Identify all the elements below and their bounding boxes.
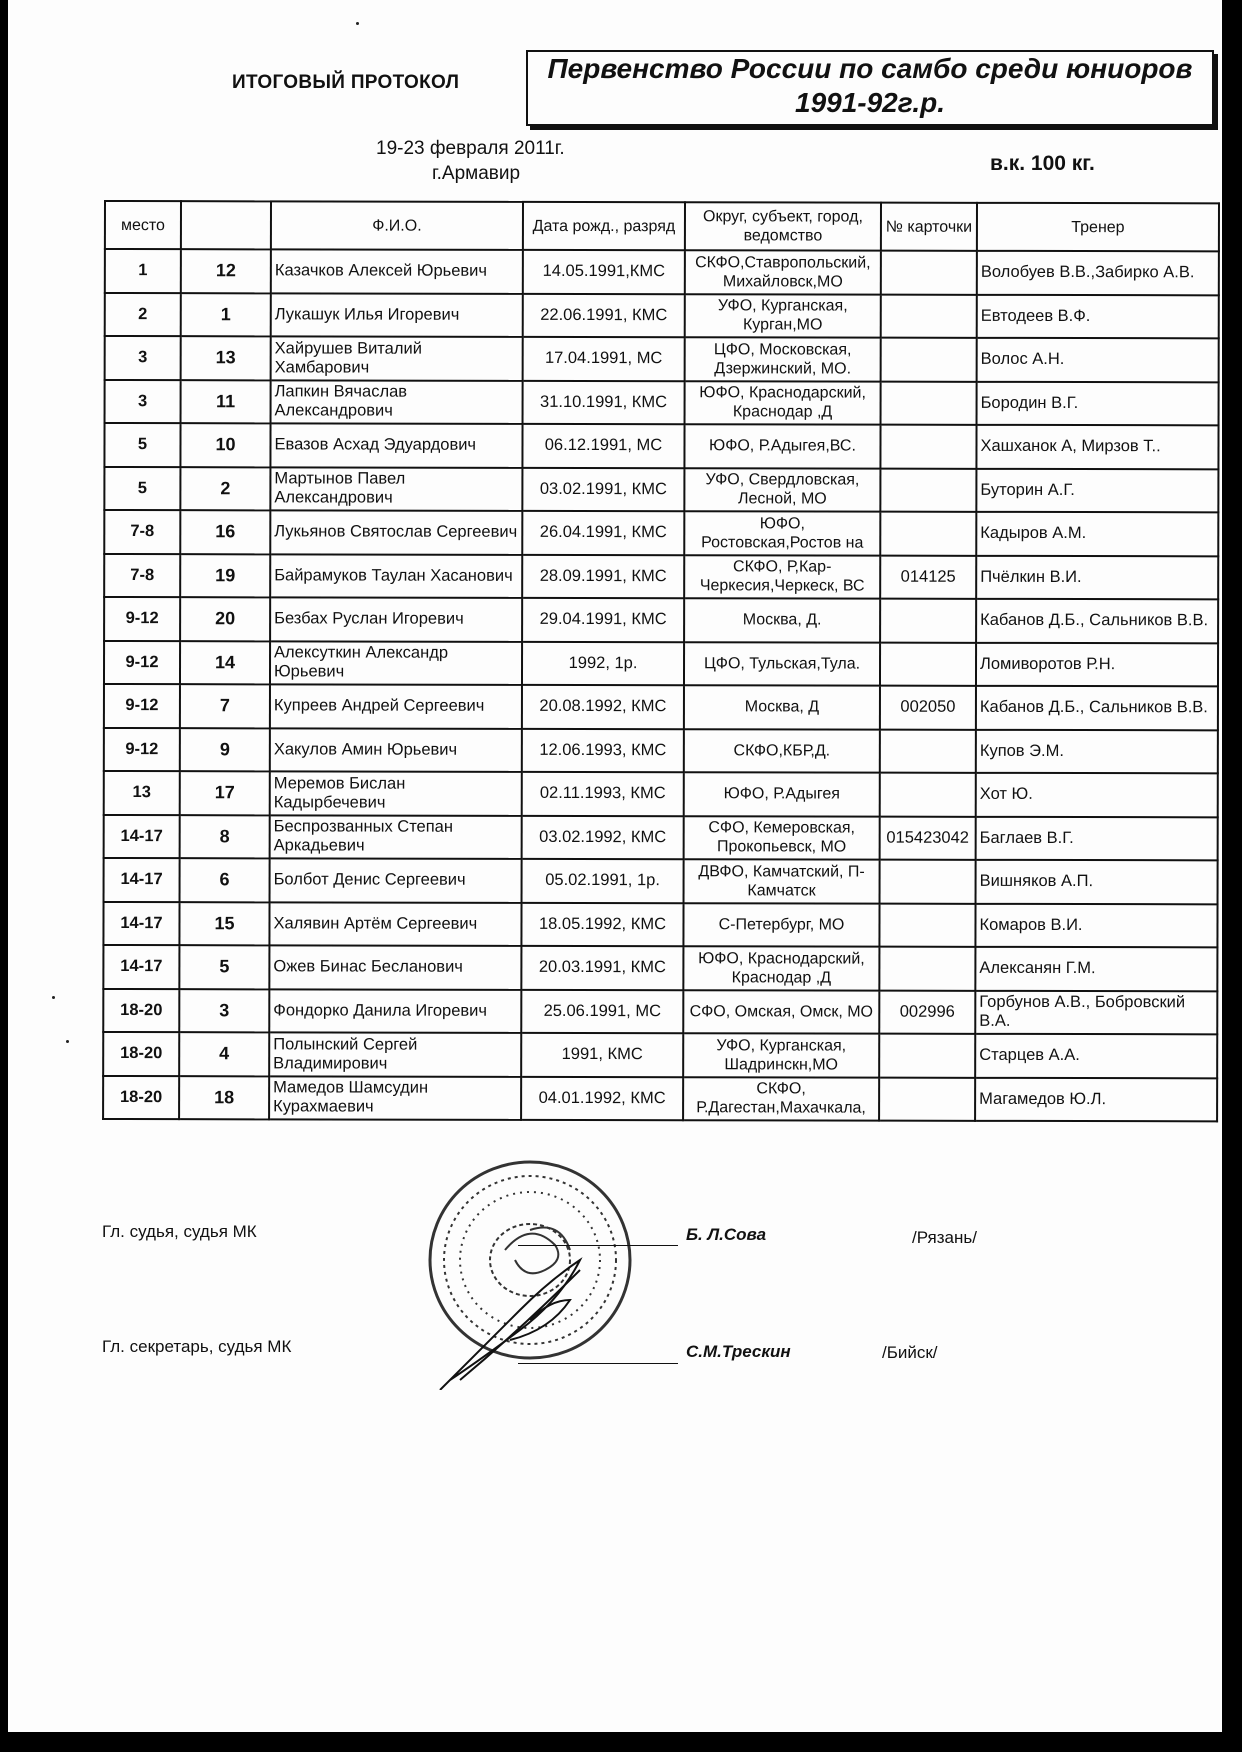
place-cell: 3 [105, 380, 181, 424]
place-cell: 5 [104, 423, 180, 467]
chief-judge-city: /Рязань/ [912, 1228, 977, 1247]
birthdate-rank-cell: 31.10.1991, КМС [523, 380, 685, 424]
coach-cell: Ломиворотов Р.Н. [976, 642, 1218, 686]
athlete-name-cell: Мартынов Павел Александрович [270, 467, 522, 511]
coach-cell: Хашханок А, Мирзов Т.. [976, 425, 1218, 469]
table-row [104, 597, 1218, 643]
chief-secretary-city: /Бийск/ [882, 1343, 938, 1362]
athlete-name-cell: Байрамуков Таулан Хасанович [270, 554, 522, 598]
coach-cell: Буторин А.Г. [976, 468, 1218, 512]
weight-class: в.к. 100 кг. [990, 152, 1095, 175]
place-cell: 9-12 [104, 597, 180, 641]
place-cell: 2 [105, 293, 181, 337]
coach-cell: Хот Ю. [976, 773, 1218, 817]
coach-cell: Горбунов А.В., Бобровский В.А. [975, 990, 1217, 1034]
athlete-name-cell: Лукьянов Святослав Сергеевич [270, 510, 522, 554]
number-cell: 18 [179, 1076, 269, 1120]
coach-cell: Кадыров А.М. [976, 512, 1218, 556]
place-cell: 9-12 [104, 641, 180, 685]
card-number-cell [880, 642, 976, 686]
place-cell: 7-8 [104, 554, 180, 598]
card-number-cell: 015423042 [880, 816, 976, 860]
card-number-cell [879, 1077, 975, 1121]
card-number-cell [880, 599, 976, 643]
athlete-name-cell: Лукашук Илья Игоревич [271, 293, 523, 337]
card-number-cell [881, 381, 977, 425]
table-row [104, 641, 1218, 687]
number-cell: 16 [180, 510, 270, 554]
col-header-birthdate-rank: Дата рожд., разряд [523, 202, 685, 250]
card-number-cell: 002996 [879, 990, 975, 1034]
col-header-place: место [105, 201, 181, 249]
table-row [104, 684, 1218, 730]
event-title: Первенство России по самбо среди юниоров [547, 53, 1193, 84]
coach-cell: Пчёлкин В.И. [976, 555, 1218, 599]
athlete-name-cell: Ожев Бинас Бесланович [269, 945, 521, 989]
coach-cell: Купов Э.М. [976, 729, 1218, 773]
place-cell: 18-20 [103, 1076, 179, 1120]
signature-line [518, 1245, 678, 1246]
card-number-cell [879, 1034, 975, 1078]
protocol-title: ИТОГОВЫЙ ПРОТОКОЛ [232, 72, 460, 93]
place-cell: 7-8 [104, 510, 180, 554]
coach-cell: Баглаев В.Г. [976, 816, 1218, 860]
number-cell: 5 [179, 945, 269, 989]
place-cell: 5 [104, 467, 180, 511]
col-header-card-number: № карточки [881, 203, 977, 251]
coach-cell: Кабанов Д.Б., Сальников В.В. [976, 599, 1218, 643]
region-cell: СКФО,КБР,Д. [684, 729, 880, 773]
table-row [104, 858, 1218, 904]
number-cell: 20 [180, 597, 270, 641]
region-cell: СКФО, Р,Кар-Черкесия,Черкеск, ВС [684, 555, 880, 599]
region-cell: Москва, Д [684, 685, 880, 729]
table-row [104, 771, 1218, 817]
card-number-cell [880, 512, 976, 556]
results-body [103, 249, 1219, 1121]
athlete-name-cell: Лапкин Вячаслав Александрович [271, 380, 523, 424]
table-row [104, 815, 1218, 861]
col-header-name: Ф.И.О. [271, 201, 523, 250]
table-row [104, 554, 1218, 600]
table-row [103, 902, 1217, 948]
birthdate-rank-cell: 20.03.1991, КМС [521, 946, 683, 990]
table-row [103, 1076, 1217, 1122]
athlete-name-cell: Хайрушев Виталий Хамбарович [271, 336, 523, 380]
number-cell: 15 [179, 902, 269, 946]
birthdate-rank-cell: 06.12.1991, МС [522, 424, 684, 468]
chief-judge-name: Б. Л.Сова [686, 1225, 767, 1244]
place-cell: 1 [105, 249, 181, 293]
athlete-name-cell: Болбот Денис Сергеевич [270, 858, 522, 902]
event-birth-years: 1991-92г.р. [795, 87, 945, 118]
coach-cell: Вишняков А.П. [976, 860, 1218, 904]
birthdate-rank-cell: 03.02.1991, КМС [522, 467, 684, 511]
scan-speck [52, 996, 55, 999]
chief-secretary-name: С.М.Трескин [686, 1342, 791, 1361]
card-number-cell [880, 860, 976, 904]
birthdate-rank-cell: 20.08.1992, КМС [522, 685, 684, 729]
region-cell: УФО, Курганская, Курган,МО [685, 294, 881, 338]
number-cell: 19 [180, 554, 270, 598]
results-table [102, 200, 1220, 1122]
table-row [103, 1032, 1217, 1078]
table-row [105, 293, 1219, 339]
card-number-cell [880, 425, 976, 469]
region-cell: УФО, Курганская, Шадринскн,МО [683, 1033, 879, 1077]
event-dates: 19-23 февраля 2011г. [376, 138, 565, 159]
place-cell: 18-20 [103, 989, 179, 1033]
card-number-cell [881, 251, 977, 295]
coach-cell: Бородин В.Г. [977, 381, 1219, 425]
place-cell: 14-17 [104, 815, 180, 859]
athlete-name-cell: Казачков Алексей Юрьевич [271, 249, 523, 293]
region-cell: УФО, Свердловская, Лесной, МО [684, 468, 880, 512]
col-header-number [181, 201, 271, 249]
card-number-cell [879, 903, 975, 947]
number-cell: 9 [180, 728, 270, 772]
place-cell: 14-17 [104, 858, 180, 902]
place-cell: 14-17 [103, 902, 179, 946]
birthdate-rank-cell: 04.01.1992, КМС [521, 1076, 683, 1120]
signature-line [518, 1363, 678, 1364]
table-row [105, 249, 1219, 295]
place-cell: 18-20 [103, 1032, 179, 1076]
region-cell: ЦФО, Московская, Дзержинский, МО. [685, 337, 881, 381]
card-number-cell: 014125 [880, 555, 976, 599]
place-cell: 3 [105, 336, 181, 380]
table-row [105, 380, 1219, 426]
table-row [105, 336, 1219, 382]
number-cell: 7 [180, 684, 270, 728]
coach-cell: Алексанян Г.М. [975, 947, 1217, 991]
region-cell: С-Петербург, МО [683, 903, 879, 947]
region-cell: Москва, Д. [684, 598, 880, 642]
athlete-name-cell: Фондорко Данила Игоревич [269, 989, 521, 1033]
athlete-name-cell: Купреев Андрей Сергеевич [270, 684, 522, 728]
number-cell: 17 [180, 771, 270, 815]
table-row [104, 728, 1218, 774]
birthdate-rank-cell: 25.06.1991, МС [521, 989, 683, 1033]
event-city: г.Армавир [432, 163, 521, 184]
card-number-cell: 002050 [880, 686, 976, 730]
birthdate-rank-cell: 02.11.1993, КМС [522, 772, 684, 816]
number-cell: 3 [179, 989, 269, 1033]
place-cell: 9-12 [104, 684, 180, 728]
official-stamp [410, 1150, 670, 1390]
place-cell: 13 [104, 771, 180, 815]
table-header-row [105, 201, 1219, 251]
table-row [104, 467, 1218, 513]
number-cell: 2 [180, 467, 270, 511]
card-number-cell [881, 338, 977, 382]
number-cell: 4 [179, 1032, 269, 1076]
place-cell: 14-17 [103, 945, 179, 989]
chief-secretary-role: Гл. секретарь, судья МК [102, 1337, 292, 1356]
number-cell: 10 [180, 423, 270, 467]
athlete-name-cell: Меремов Бислан Кадырбечевич [270, 771, 522, 815]
coach-cell: Комаров В.И. [975, 903, 1217, 947]
place-cell: 9-12 [104, 728, 180, 772]
region-cell: ДВФО, Камчатский, П-Камчатск [684, 859, 880, 903]
region-cell: СФО, Кемеровская, Прокопьевск, МО [684, 816, 880, 860]
col-header-coach: Тренер [977, 203, 1219, 252]
col-header-region: Округ, субъект, город, ведомство [685, 202, 881, 250]
birthdate-rank-cell: 03.02.1992, КМС [522, 815, 684, 859]
region-cell: СКФО,Ставропольский, Михайловск,МО [685, 250, 881, 294]
birthdate-rank-cell: 05.02.1991, 1р. [522, 859, 684, 903]
athlete-name-cell: Халявин Артём Сергеевич [269, 902, 521, 946]
table-row [104, 423, 1218, 469]
coach-cell: Евтодеев В.Ф. [977, 294, 1219, 338]
region-cell: ЮФО, Краснодарский, Краснодар ,Д [683, 946, 879, 990]
scan-edge [0, 0, 8, 1732]
region-cell: СКФО, Р.Дагестан,Махачкала, [683, 1077, 879, 1121]
event-title-box [526, 50, 1214, 126]
card-number-cell [880, 468, 976, 512]
number-cell: 11 [181, 380, 271, 424]
athlete-name-cell: Хакулов Амин Юрьевич [270, 728, 522, 772]
birthdate-rank-cell: 18.05.1992, КМС [521, 902, 683, 946]
athlete-name-cell: Полынский Сергей Владимирович [269, 1032, 521, 1076]
number-cell: 8 [180, 815, 270, 859]
scan-speck [356, 22, 359, 25]
number-cell: 13 [181, 336, 271, 380]
birthdate-rank-cell: 26.04.1991, КМС [522, 511, 684, 555]
birthdate-rank-cell: 1991, КМС [521, 1033, 683, 1077]
card-number-cell [880, 729, 976, 773]
athlete-name-cell: Мамедов Шамсудин Курахмаевич [269, 1076, 521, 1120]
birthdate-rank-cell: 14.05.1991,КМС [523, 250, 685, 294]
table-row [103, 989, 1217, 1035]
table-row [103, 945, 1217, 991]
region-cell: ЮФО, Р.Адыгея,ВС. [684, 424, 880, 468]
coach-cell: Волос А.Н. [977, 338, 1219, 382]
coach-cell: Магамедов Ю.Л. [975, 1077, 1217, 1121]
birthdate-rank-cell: 12.06.1993, КМС [522, 728, 684, 772]
birthdate-rank-cell: 22.06.1991, КМС [523, 293, 685, 337]
birthdate-rank-cell: 17.04.1991, МС [523, 337, 685, 381]
scan-speck [66, 1040, 69, 1043]
athlete-name-cell: Алексуткин Александр Юрьевич [270, 641, 522, 685]
birthdate-rank-cell: 28.09.1991, КМС [522, 554, 684, 598]
number-cell: 12 [181, 249, 271, 293]
region-cell: ЮФО, Р.Адыгея [684, 772, 880, 816]
region-cell: ЦФО, Тульская,Тула. [684, 642, 880, 686]
region-cell: ЮФО, Ростовская,Ростов на [684, 511, 880, 555]
table-row [104, 510, 1218, 556]
coach-cell: Старцев А.А. [975, 1034, 1217, 1078]
athlete-name-cell: Беспрозванных Степан Аркадьевич [270, 815, 522, 859]
coach-cell: Кабанов Д.Б., Сальников В.В. [976, 686, 1218, 730]
coach-cell: Волобуев В.В.,Забирко А.В. [977, 251, 1219, 295]
card-number-cell [881, 294, 977, 338]
athlete-name-cell: Евазов Асхад Эдуардович [270, 423, 522, 467]
athlete-name-cell: Безбах Руслан Игоревич [270, 597, 522, 641]
number-cell: 6 [180, 858, 270, 902]
region-cell: СФО, Омская, Омск, МО [683, 990, 879, 1034]
card-number-cell [880, 773, 976, 817]
region-cell: ЮФО, Краснодарский, Краснодар ,Д [685, 381, 881, 425]
number-cell: 14 [180, 641, 270, 685]
card-number-cell [879, 947, 975, 991]
birthdate-rank-cell: 29.04.1991, КМС [522, 598, 684, 642]
chief-judge-role: Гл. судья, судья МК [102, 1222, 257, 1241]
birthdate-rank-cell: 1992, 1р. [522, 641, 684, 685]
number-cell: 1 [181, 293, 271, 337]
